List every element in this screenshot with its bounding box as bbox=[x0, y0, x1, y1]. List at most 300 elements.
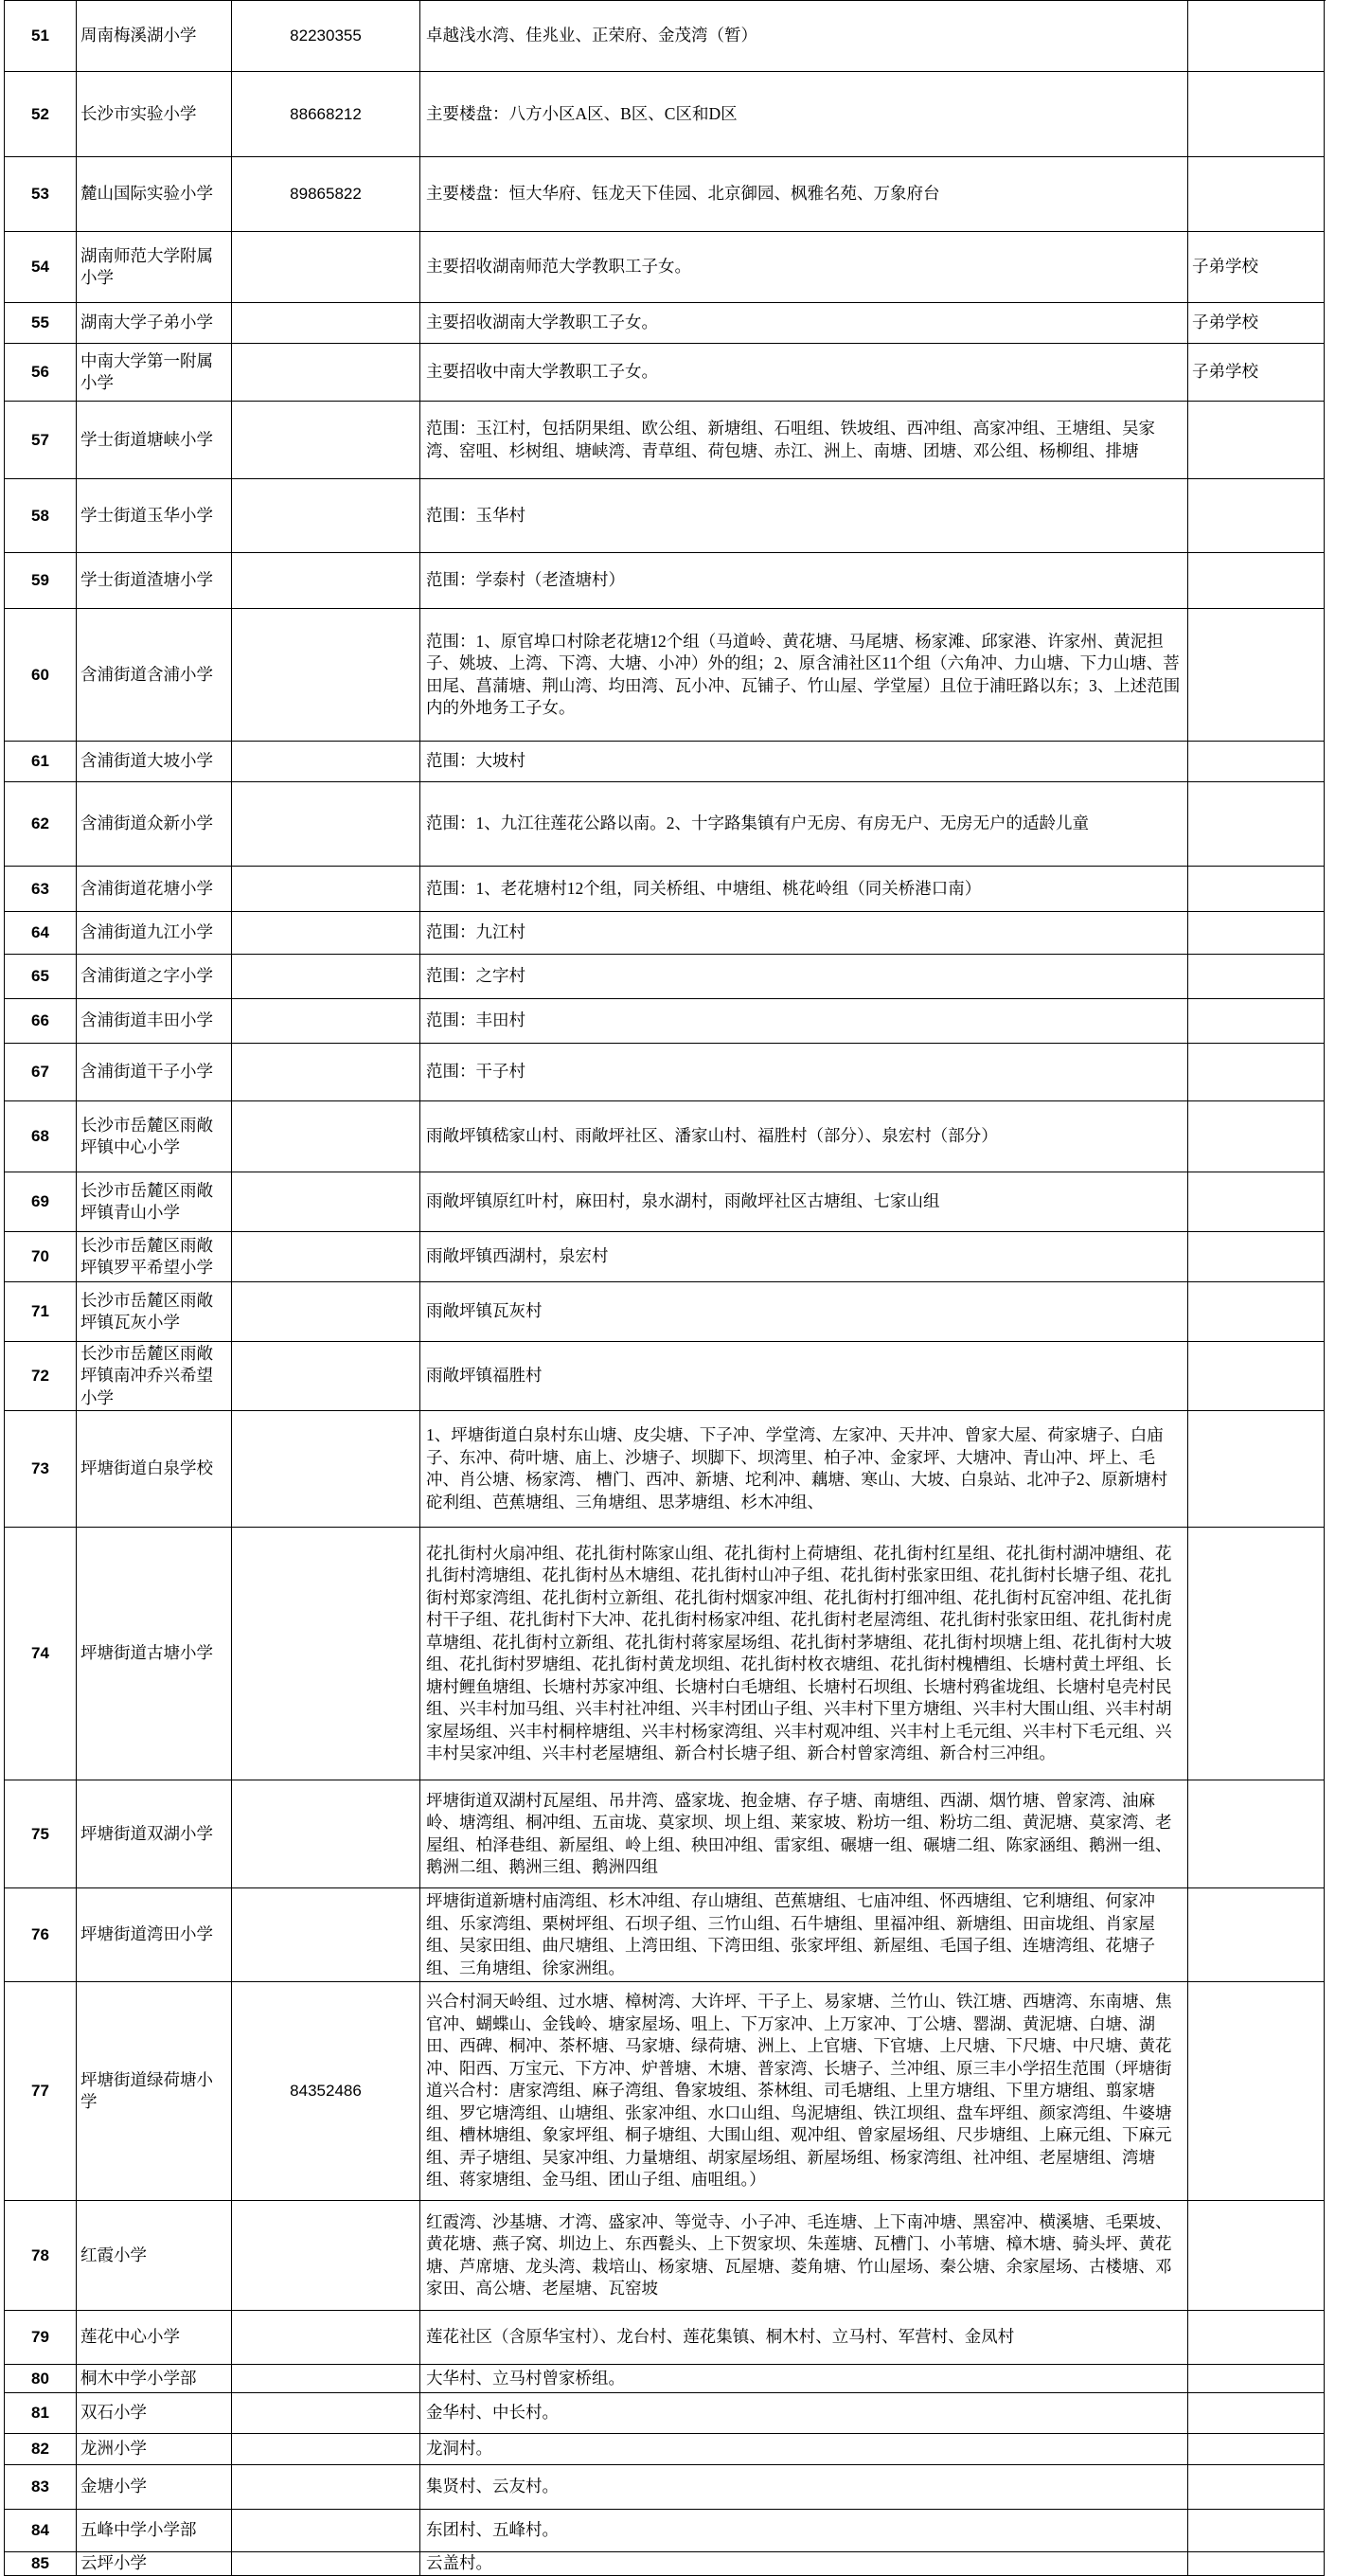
school-name-cell bbox=[77, 157, 232, 232]
enrollment-range-cell bbox=[420, 609, 1188, 742]
table-row bbox=[5, 157, 1326, 232]
remark-cell bbox=[1188, 1528, 1325, 1780]
remark-cell bbox=[1188, 2510, 1325, 2552]
enrollment-range-cell bbox=[420, 999, 1188, 1044]
row-number-cell bbox=[5, 1411, 77, 1528]
phone-number-cell bbox=[232, 1282, 420, 1342]
row-number: 83 bbox=[31, 2478, 49, 2496]
enrollment-range: 雨敞坪镇瓦灰村 bbox=[426, 1301, 543, 1321]
row-number-cell bbox=[5, 782, 77, 867]
row-number: 64 bbox=[31, 923, 49, 942]
school-name: 含浦街道之字小学 bbox=[80, 966, 213, 986]
remark-cell bbox=[1188, 1044, 1325, 1101]
enrollment-range-cell bbox=[420, 867, 1188, 912]
remark-cell bbox=[1188, 742, 1325, 782]
table-row bbox=[5, 479, 1326, 553]
school-name-cell bbox=[77, 1888, 232, 1982]
school-name-cell bbox=[77, 912, 232, 955]
school-name-cell bbox=[77, 553, 232, 609]
table-row bbox=[5, 1411, 1326, 1528]
enrollment-range: 主要招收湖南师范大学教职工子女。 bbox=[426, 257, 691, 277]
school-district-table bbox=[4, 0, 1326, 2576]
remark-cell bbox=[1188, 72, 1325, 157]
school-name-cell bbox=[77, 1982, 232, 2201]
row-number: 55 bbox=[31, 313, 49, 332]
school-name: 坪塘街道双湖小学 bbox=[80, 1823, 213, 1843]
row-number: 62 bbox=[31, 814, 49, 833]
table-row bbox=[5, 1282, 1326, 1342]
row-number-cell bbox=[5, 1780, 77, 1888]
phone-number-cell bbox=[232, 2393, 420, 2434]
table-row bbox=[5, 1342, 1326, 1411]
table-row bbox=[5, 999, 1326, 1044]
table-row bbox=[5, 72, 1326, 157]
school-name: 云坪小学 bbox=[80, 2553, 147, 2573]
phone-number-cell bbox=[232, 2365, 420, 2393]
row-number-cell bbox=[5, 402, 77, 479]
phone-number-cell bbox=[232, 303, 420, 344]
school-name-cell bbox=[77, 402, 232, 479]
school-name-cell bbox=[77, 72, 232, 157]
enrollment-range: 雨敞坪镇西湖村，泉宏村 bbox=[426, 1246, 609, 1266]
enrollment-range-cell bbox=[420, 303, 1188, 344]
phone-number-cell bbox=[232, 2311, 420, 2365]
enrollment-range: 范围：学泰村（老渣塘村） bbox=[426, 570, 625, 590]
enrollment-range-cell bbox=[420, 2311, 1188, 2365]
school-name: 学士街道玉华小学 bbox=[80, 505, 213, 525]
row-number: 74 bbox=[31, 1644, 49, 1663]
row-number-cell bbox=[5, 72, 77, 157]
school-name: 长沙市岳麓区雨敞坪镇瓦灰小学 bbox=[80, 1290, 213, 1332]
school-name: 湖南大学子弟小学 bbox=[80, 313, 213, 332]
enrollment-range-cell bbox=[420, 1528, 1188, 1780]
school-name: 长沙市实验小学 bbox=[80, 103, 197, 123]
enrollment-range-cell bbox=[420, 2510, 1188, 2552]
enrollment-range-cell bbox=[420, 1888, 1188, 1982]
school-name-cell bbox=[77, 742, 232, 782]
school-name-cell bbox=[77, 1528, 232, 1780]
row-number-cell bbox=[5, 742, 77, 782]
enrollment-range: 金华村、中长村。 bbox=[426, 2403, 559, 2423]
row-number-cell bbox=[5, 2465, 77, 2510]
phone-number-cell bbox=[232, 157, 420, 232]
row-number-cell bbox=[5, 1282, 77, 1342]
school-name-cell bbox=[77, 1101, 232, 1172]
row-number-cell bbox=[5, 1528, 77, 1780]
school-name: 湖南师范大学附属小学 bbox=[80, 245, 213, 287]
school-name: 长沙市岳麓区雨敞坪镇南冲乔兴希望小学 bbox=[80, 1343, 213, 1407]
school-name-cell bbox=[77, 1172, 232, 1232]
enrollment-range: 1、坪塘街道白泉村东山塘、皮尖塘、下子冲、学堂湾、左家冲、天井冲、曾家大屋、荷家塘子、白庙子、东冲、荷叶塘、庙上、沙塘子、坝脚下、坝湾里、柏子冲、金家坪、大塘冲、青山冲、坪上、毛冲、肖公塘、杨家湾、 槽门、西冲、新塘、坨利冲、藕塘、寒山、大坡、白泉站、北冲子2、原新塘村砣利组、芭蕉塘组、三角塘组、思茅塘组、杉木冲组、 bbox=[426, 1425, 1168, 1512]
row-number: 56 bbox=[31, 363, 49, 382]
school-name-cell bbox=[77, 955, 232, 999]
enrollment-range: 坪塘街道新塘村庙湾组、杉木冲组、存山塘组、芭蕉塘组、七庙冲组、怀西塘组、它利塘组、何家冲组、乐家湾组、栗树坪组、石坝子组、三竹山组、石牛塘组、里福冲组、新塘组、田亩垅组、肖家屋组、吴家田组、曲尺塘组、上湾田组、下湾田组、张家坪组、新屋组、毛国子组、连塘湾组、花塘子组、三角塘组、徐家洲组。 bbox=[426, 1891, 1155, 1977]
phone-number-cell bbox=[232, 1044, 420, 1101]
school-name: 含浦街道大坡小学 bbox=[80, 751, 213, 771]
row-number-cell bbox=[5, 1888, 77, 1982]
enrollment-range: 花扎街村火扇冲组、花扎街村陈家山组、花扎街村上荷塘组、花扎街村红星组、花扎街村湖冲塘组、花扎街村湾塘组、花扎街村丛木塘组、花扎街村山冲子组、花扎街村张家田组、花扎街村长塘子组、花扎街村郑家湾组、花扎街村立新组、花扎街村烟家冲组、花扎街村打细冲组、花扎街村瓦窑冲组、花扎街村干子组、花扎街村下大冲、花扎街村杨家冲组、花扎街村老屋湾组、花扎街村张家田组、花扎街村虎草塘组、花扎街村立新组、花扎街村蒋家屋场组、花扎街村茅塘组、花扎街村坝塘上组、花扎街村大坡组、花扎街村罗塘组、花扎街村黄龙坝组、花扎街村枚衣塘组、花扎街村槐槽组、长塘村黄土坪组、长塘村鲤鱼塘组、长塘村苏家冲组、长塘村白毛塘组、长塘村石坝组、长塘村鸦雀垅组、长塘村皂壳村民组、兴丰村加马组、兴丰村社冲组、兴丰村团山子组、兴丰村下里方塘组、兴丰村大围山组、兴丰村胡家屋场组、兴丰村桐梓塘组、兴丰村杨家湾组、兴丰村观冲组、兴丰村上毛元组、兴丰村下毛元组、兴丰村吴家冲组、兴丰村老屋塘组、新合村长塘子组、新合村曾家湾组、新合村三冲组。 bbox=[426, 1543, 1172, 1762]
row-number-cell bbox=[5, 232, 77, 303]
table-row bbox=[5, 2434, 1326, 2465]
remark-cell bbox=[1188, 1780, 1325, 1888]
remark-cell bbox=[1188, 1411, 1325, 1528]
phone-number-cell bbox=[232, 1982, 420, 2201]
school-name-cell bbox=[77, 1282, 232, 1342]
school-name-cell bbox=[77, 344, 232, 402]
phone-number-cell bbox=[232, 1232, 420, 1282]
row-number: 80 bbox=[31, 2369, 49, 2388]
school-name-cell bbox=[77, 303, 232, 344]
row-number: 84 bbox=[31, 2521, 49, 2540]
row-number-cell bbox=[5, 2510, 77, 2552]
school-name: 中南大学第一附属小学 bbox=[80, 350, 213, 392]
school-name: 含浦街道丰田小学 bbox=[80, 1011, 213, 1030]
enrollment-range: 范围：1、原官埠口村除老花塘12个组（马道岭、黄花塘、马尾塘、杨家滩、邱家港、许家州、黄泥担子、姚坡、上湾、下湾、大塘、小冲）外的组；2、原含浦社区11个组（六角冲、力山塘、下力山塘、菩田尾、菖蒲塘、荆山湾、均田湾、瓦小冲、瓦铺子、竹山屋、学堂屋）且位于浦旺路以东；3、上述范围内的外地务工子女。 bbox=[426, 631, 1181, 717]
phone-number-cell bbox=[232, 1411, 420, 1528]
enrollment-range-cell bbox=[420, 402, 1188, 479]
phone-number-cell bbox=[232, 955, 420, 999]
remark-cell bbox=[1188, 1172, 1325, 1232]
enrollment-range-cell bbox=[420, 1282, 1188, 1342]
row-number-cell bbox=[5, 609, 77, 742]
enrollment-range-cell bbox=[420, 782, 1188, 867]
school-name-cell bbox=[77, 1342, 232, 1411]
remark-cell bbox=[1188, 1282, 1325, 1342]
row-number-cell bbox=[5, 2434, 77, 2465]
remark: 子弟学校 bbox=[1192, 362, 1258, 382]
row-number: 61 bbox=[31, 752, 49, 771]
enrollment-range: 范围：之字村 bbox=[426, 966, 525, 986]
remark-cell bbox=[1188, 157, 1325, 232]
remark-cell bbox=[1188, 344, 1325, 402]
school-name: 学士街道渣塘小学 bbox=[80, 570, 213, 590]
school-name-cell bbox=[77, 2365, 232, 2393]
remark-cell bbox=[1188, 2434, 1325, 2465]
row-number: 82 bbox=[31, 2440, 49, 2459]
table-row bbox=[5, 303, 1326, 344]
enrollment-range: 范围：大坡村 bbox=[426, 751, 525, 771]
row-number-cell bbox=[5, 1342, 77, 1411]
school-name-cell bbox=[77, 1411, 232, 1528]
enrollment-range-cell bbox=[420, 2201, 1188, 2311]
row-number: 77 bbox=[31, 2082, 49, 2101]
school-name-cell bbox=[77, 2311, 232, 2365]
row-number-cell bbox=[5, 553, 77, 609]
table-row bbox=[5, 2201, 1326, 2311]
phone-number: 84352486 bbox=[290, 2082, 362, 2101]
row-number-cell bbox=[5, 2552, 77, 2576]
table-row bbox=[5, 2465, 1326, 2510]
table-row bbox=[5, 1982, 1326, 2201]
remark-cell bbox=[1188, 955, 1325, 999]
row-number-cell bbox=[5, 2365, 77, 2393]
row-number-cell bbox=[5, 157, 77, 232]
enrollment-range: 主要楼盘：八方小区A区、B区、C区和D区 bbox=[426, 103, 738, 123]
row-number: 69 bbox=[31, 1192, 49, 1211]
row-number: 71 bbox=[31, 1302, 49, 1321]
school-name-cell bbox=[77, 2393, 232, 2434]
enrollment-range-cell bbox=[420, 157, 1188, 232]
school-name: 学士街道塘峡小学 bbox=[80, 429, 213, 449]
row-number-cell bbox=[5, 1101, 77, 1172]
row-number-cell bbox=[5, 2201, 77, 2311]
phone-number-cell bbox=[232, 1528, 420, 1780]
phone-number-cell bbox=[232, 2434, 420, 2465]
school-name-cell bbox=[77, 867, 232, 912]
school-name: 长沙市岳麓区雨敞坪镇青山小学 bbox=[80, 1180, 213, 1222]
school-name: 麓山国际实验小学 bbox=[80, 184, 213, 204]
row-number: 81 bbox=[31, 2404, 49, 2423]
enrollment-range-cell bbox=[420, 344, 1188, 402]
enrollment-range: 主要楼盘：恒大华府、钰龙天下佳园、北京御园、枫雅名苑、万象府台 bbox=[426, 184, 940, 204]
row-number-cell bbox=[5, 1172, 77, 1232]
row-number-cell bbox=[5, 303, 77, 344]
phone-number-cell bbox=[232, 782, 420, 867]
table-row bbox=[5, 1172, 1326, 1232]
table-row bbox=[5, 782, 1326, 867]
table-row bbox=[5, 1044, 1326, 1101]
row-number: 79 bbox=[31, 2328, 49, 2347]
enrollment-range-cell bbox=[420, 1982, 1188, 2201]
row-number: 52 bbox=[31, 104, 49, 123]
enrollment-range-cell bbox=[420, 1411, 1188, 1528]
row-number-cell bbox=[5, 479, 77, 553]
row-number-cell bbox=[5, 867, 77, 912]
remark-cell bbox=[1188, 609, 1325, 742]
enrollment-range-cell bbox=[420, 1044, 1188, 1101]
remark-cell bbox=[1188, 2365, 1325, 2393]
row-number-cell bbox=[5, 1232, 77, 1282]
remark-cell bbox=[1188, 1982, 1325, 2201]
enrollment-range: 莲花社区（含原华宝村）、龙台村、莲花集镇、桐木村、立马村、军营村、金凤村 bbox=[426, 2327, 1015, 2347]
row-number: 70 bbox=[31, 1247, 49, 1266]
remark-cell bbox=[1188, 1888, 1325, 1982]
row-number: 67 bbox=[31, 1063, 49, 1082]
school-name: 含浦街道含浦小学 bbox=[80, 664, 213, 684]
remark-cell bbox=[1188, 303, 1325, 344]
enrollment-range: 雨敞坪镇嵇家山村、雨敞坪社区、潘家山村、福胜村（部分）、泉宏村（部分） bbox=[426, 1126, 998, 1146]
enrollment-range: 集贤村、云友村。 bbox=[426, 2477, 559, 2496]
row-number: 59 bbox=[31, 571, 49, 590]
phone-number-cell bbox=[232, 609, 420, 742]
row-number: 54 bbox=[31, 258, 49, 277]
table-row bbox=[5, 1, 1326, 72]
row-number: 51 bbox=[31, 27, 49, 45]
enrollment-range-cell bbox=[420, 1101, 1188, 1172]
enrollment-range: 龙洞村。 bbox=[426, 2439, 492, 2459]
table-row bbox=[5, 609, 1326, 742]
remark-cell bbox=[1188, 553, 1325, 609]
table-row bbox=[5, 344, 1326, 402]
enrollment-range: 东团村、五峰村。 bbox=[426, 2520, 559, 2540]
enrollment-range: 范围：玉华村 bbox=[426, 505, 525, 525]
enrollment-range: 主要招收湖南大学教职工子女。 bbox=[426, 313, 658, 332]
school-name: 周南梅溪湖小学 bbox=[80, 26, 197, 45]
enrollment-range: 范围：丰田村 bbox=[426, 1011, 525, 1030]
phone-number: 88668212 bbox=[290, 104, 362, 123]
remark-cell bbox=[1188, 1342, 1325, 1411]
table-row bbox=[5, 1888, 1326, 1982]
table-row bbox=[5, 1780, 1326, 1888]
table-row bbox=[5, 867, 1326, 912]
table-row bbox=[5, 553, 1326, 609]
table-row bbox=[5, 402, 1326, 479]
row-number: 68 bbox=[31, 1127, 49, 1146]
row-number: 72 bbox=[31, 1367, 49, 1386]
table-row bbox=[5, 955, 1326, 999]
enrollment-range: 云盖村。 bbox=[426, 2553, 492, 2573]
table-row bbox=[5, 2365, 1326, 2393]
enrollment-range: 范围：玉江村，包括阴果组、欧公组、新塘组、石咀组、铁坡组、西冲组、高家冲组、王塘组、吴家湾、窑咀、杉树组、塘峡湾、青草组、荷包塘、赤江、洲上、南塘、团塘、邓公组、杨柳组、排塘 bbox=[426, 419, 1155, 460]
row-number-cell bbox=[5, 344, 77, 402]
school-name: 含浦街道花塘小学 bbox=[80, 878, 213, 898]
school-name: 含浦街道九江小学 bbox=[80, 922, 213, 942]
remark-cell bbox=[1188, 232, 1325, 303]
school-name-cell bbox=[77, 2510, 232, 2552]
remark-cell bbox=[1188, 1232, 1325, 1282]
remark: 子弟学校 bbox=[1192, 257, 1258, 277]
phone-number-cell bbox=[232, 999, 420, 1044]
enrollment-range-cell bbox=[420, 479, 1188, 553]
row-number: 60 bbox=[31, 665, 49, 684]
enrollment-range: 范围：九江村 bbox=[426, 922, 525, 942]
table-row bbox=[5, 2510, 1326, 2552]
remark-cell bbox=[1188, 2201, 1325, 2311]
remark-cell bbox=[1188, 867, 1325, 912]
school-name: 长沙市岳麓区雨敞坪镇中心小学 bbox=[80, 1115, 213, 1156]
school-name: 红霞小学 bbox=[80, 2245, 147, 2264]
phone-number-cell bbox=[232, 742, 420, 782]
enrollment-range-cell bbox=[420, 553, 1188, 609]
phone-number: 89865822 bbox=[290, 185, 362, 204]
remark-cell bbox=[1188, 479, 1325, 553]
phone-number-cell bbox=[232, 1342, 420, 1411]
row-number-cell bbox=[5, 2311, 77, 2365]
enrollment-range-cell bbox=[420, 912, 1188, 955]
phone-number-cell bbox=[232, 72, 420, 157]
school-name-cell bbox=[77, 1232, 232, 1282]
enrollment-range-cell bbox=[420, 72, 1188, 157]
enrollment-range: 范围：干子村 bbox=[426, 1062, 525, 1082]
row-number: 63 bbox=[31, 879, 49, 898]
enrollment-range: 主要招收中南大学教职工子女。 bbox=[426, 362, 658, 382]
phone-number-cell bbox=[232, 867, 420, 912]
school-name: 五峰中学小学部 bbox=[80, 2520, 197, 2540]
phone-number-cell bbox=[232, 912, 420, 955]
school-name: 含浦街道干子小学 bbox=[80, 1062, 213, 1082]
table-row bbox=[5, 232, 1326, 303]
enrollment-range-cell bbox=[420, 232, 1188, 303]
school-name: 龙洲小学 bbox=[80, 2439, 147, 2459]
school-name: 含浦街道众新小学 bbox=[80, 814, 213, 833]
school-name-cell bbox=[77, 1044, 232, 1101]
enrollment-range-cell bbox=[420, 1172, 1188, 1232]
remark: 子弟学校 bbox=[1192, 313, 1258, 332]
row-number: 65 bbox=[31, 967, 49, 986]
row-number: 58 bbox=[31, 506, 49, 525]
school-name-cell bbox=[77, 1, 232, 72]
enrollment-range-cell bbox=[420, 955, 1188, 999]
row-number-cell bbox=[5, 1, 77, 72]
table-row bbox=[5, 1101, 1326, 1172]
school-name: 坪塘街道古塘小学 bbox=[80, 1643, 213, 1663]
row-number-cell bbox=[5, 999, 77, 1044]
remark-cell bbox=[1188, 782, 1325, 867]
row-number-cell bbox=[5, 1044, 77, 1101]
enrollment-range: 红霞湾、沙基塘、才湾、盛家冲、等觉寺、小子冲、毛连塘、上下南冲塘、黑窑冲、横溪塘、毛栗坡、黄花塘、燕子窝、圳边上、东西甏头、上下贺家坝、朱莲塘、瓦槽门、小苇塘、樟木塘、骑头坪、黄花塘、芦席塘、龙头湾、栽培山、杨家塘、瓦屋塘、菱角塘、竹山屋场、秦公塘、余家屋场、古楼塘、邓家田、高公塘、老屋塘、瓦窑坡 bbox=[426, 2211, 1172, 2298]
phone-number-cell bbox=[232, 2201, 420, 2311]
school-name-cell bbox=[77, 479, 232, 553]
school-name: 坪塘街道湾田小学 bbox=[80, 1924, 213, 1944]
school-name: 莲花中心小学 bbox=[80, 2327, 180, 2347]
phone-number-cell bbox=[232, 1172, 420, 1232]
row-number: 57 bbox=[31, 430, 49, 449]
school-name-cell bbox=[77, 232, 232, 303]
enrollment-range-cell bbox=[420, 1342, 1188, 1411]
enrollment-range: 范围：1、老花塘村12个组，同关桥组、中塘组、桃花岭组（同关桥港口南） bbox=[426, 878, 982, 898]
table-row bbox=[5, 2311, 1326, 2365]
remark-cell bbox=[1188, 2465, 1325, 2510]
phone-number-cell bbox=[232, 232, 420, 303]
phone-number-cell bbox=[232, 1888, 420, 1982]
phone-number-cell bbox=[232, 402, 420, 479]
school-name-cell bbox=[77, 2434, 232, 2465]
enrollment-range: 兴合村洞天岭组、过水塘、樟树湾、大许坪、干子上、易家塘、兰竹山、铁江塘、西塘湾、东南塘、焦官冲、蝴蝶山、金钱岭、塘家屋场、咀上、下万家冲、上万家冲、丁公塘、罂湖、黄泥塘、白塘、湖田、西碑、桐冲、茶杯塘、马家塘、绿荷塘、洲上、上官塘、下官塘、上尺塘、下尺塘、中尺塘、黄花冲、阳西、万宝元、下方冲、炉普塘、木塘、普家湾、长塘子、兰冲组、原三丰小学招生范围（坪塘街道兴合村：唐家湾组、麻子湾组、鲁家坡组、茶林组、司毛塘组、上里方塘组、下里方塘组、翦家塘组、罗它塘湾组、山塘组、张家冲组、水口山组、鸟泥塘组、铁江坝组、盘车坪组、颜家湾组、牛婆塘组、槽林塘组、象家坪组、桐子塘组、大围山组、观冲组、曾家屋场组、尺步塘组、上麻元组、下麻元组、弄子塘组、吴家冲组、力量塘组、胡家屋场组、新屋场组、杨家湾组、社冲组、老屋塘组、湾塘组、蒋家塘组、金马组、团山子组、庙咀组。） bbox=[426, 1992, 1172, 2190]
table-row bbox=[5, 742, 1326, 782]
row-number-cell bbox=[5, 912, 77, 955]
school-name-cell bbox=[77, 609, 232, 742]
row-number-cell bbox=[5, 1982, 77, 2201]
remark-cell bbox=[1188, 2552, 1325, 2576]
row-number: 53 bbox=[31, 185, 49, 204]
phone-number-cell bbox=[232, 479, 420, 553]
enrollment-range-cell bbox=[420, 2552, 1188, 2576]
row-number: 85 bbox=[31, 2554, 49, 2573]
phone-number-cell bbox=[232, 1780, 420, 1888]
table-row bbox=[5, 2393, 1326, 2434]
school-name-cell bbox=[77, 2465, 232, 2510]
table-row bbox=[5, 2552, 1326, 2576]
enrollment-range: 卓越浅水湾、佳兆业、正荣府、金茂湾（暂） bbox=[426, 26, 757, 45]
phone-number-cell bbox=[232, 1101, 420, 1172]
enrollment-range-cell bbox=[420, 2393, 1188, 2434]
phone-number-cell bbox=[232, 2510, 420, 2552]
row-number-cell bbox=[5, 955, 77, 999]
school-name-cell bbox=[77, 1780, 232, 1888]
enrollment-range-cell bbox=[420, 1232, 1188, 1282]
phone-number-cell bbox=[232, 553, 420, 609]
row-number-cell bbox=[5, 2393, 77, 2434]
enrollment-range-cell bbox=[420, 2365, 1188, 2393]
enrollment-range-cell bbox=[420, 1, 1188, 72]
school-name: 双石小学 bbox=[80, 2403, 147, 2423]
table-row bbox=[5, 1232, 1326, 1282]
enrollment-range: 范围：1、九江往莲花公路以南。2、十字路集镇有户无房、有房无户、无房无户的适龄儿童 bbox=[426, 814, 1089, 833]
remark-cell bbox=[1188, 999, 1325, 1044]
remark-cell bbox=[1188, 912, 1325, 955]
remark-cell bbox=[1188, 2393, 1325, 2434]
enrollment-range: 大华村、立马村曾家桥组。 bbox=[426, 2368, 625, 2388]
row-number: 75 bbox=[31, 1824, 49, 1843]
phone-number: 82230355 bbox=[290, 27, 362, 45]
phone-number-cell bbox=[232, 1, 420, 72]
enrollment-range-cell bbox=[420, 2465, 1188, 2510]
enrollment-range-cell bbox=[420, 742, 1188, 782]
row-number: 73 bbox=[31, 1459, 49, 1478]
row-number: 76 bbox=[31, 1925, 49, 1944]
school-name: 金塘小学 bbox=[80, 2477, 147, 2496]
school-name: 坪塘街道白泉学校 bbox=[80, 1458, 213, 1478]
